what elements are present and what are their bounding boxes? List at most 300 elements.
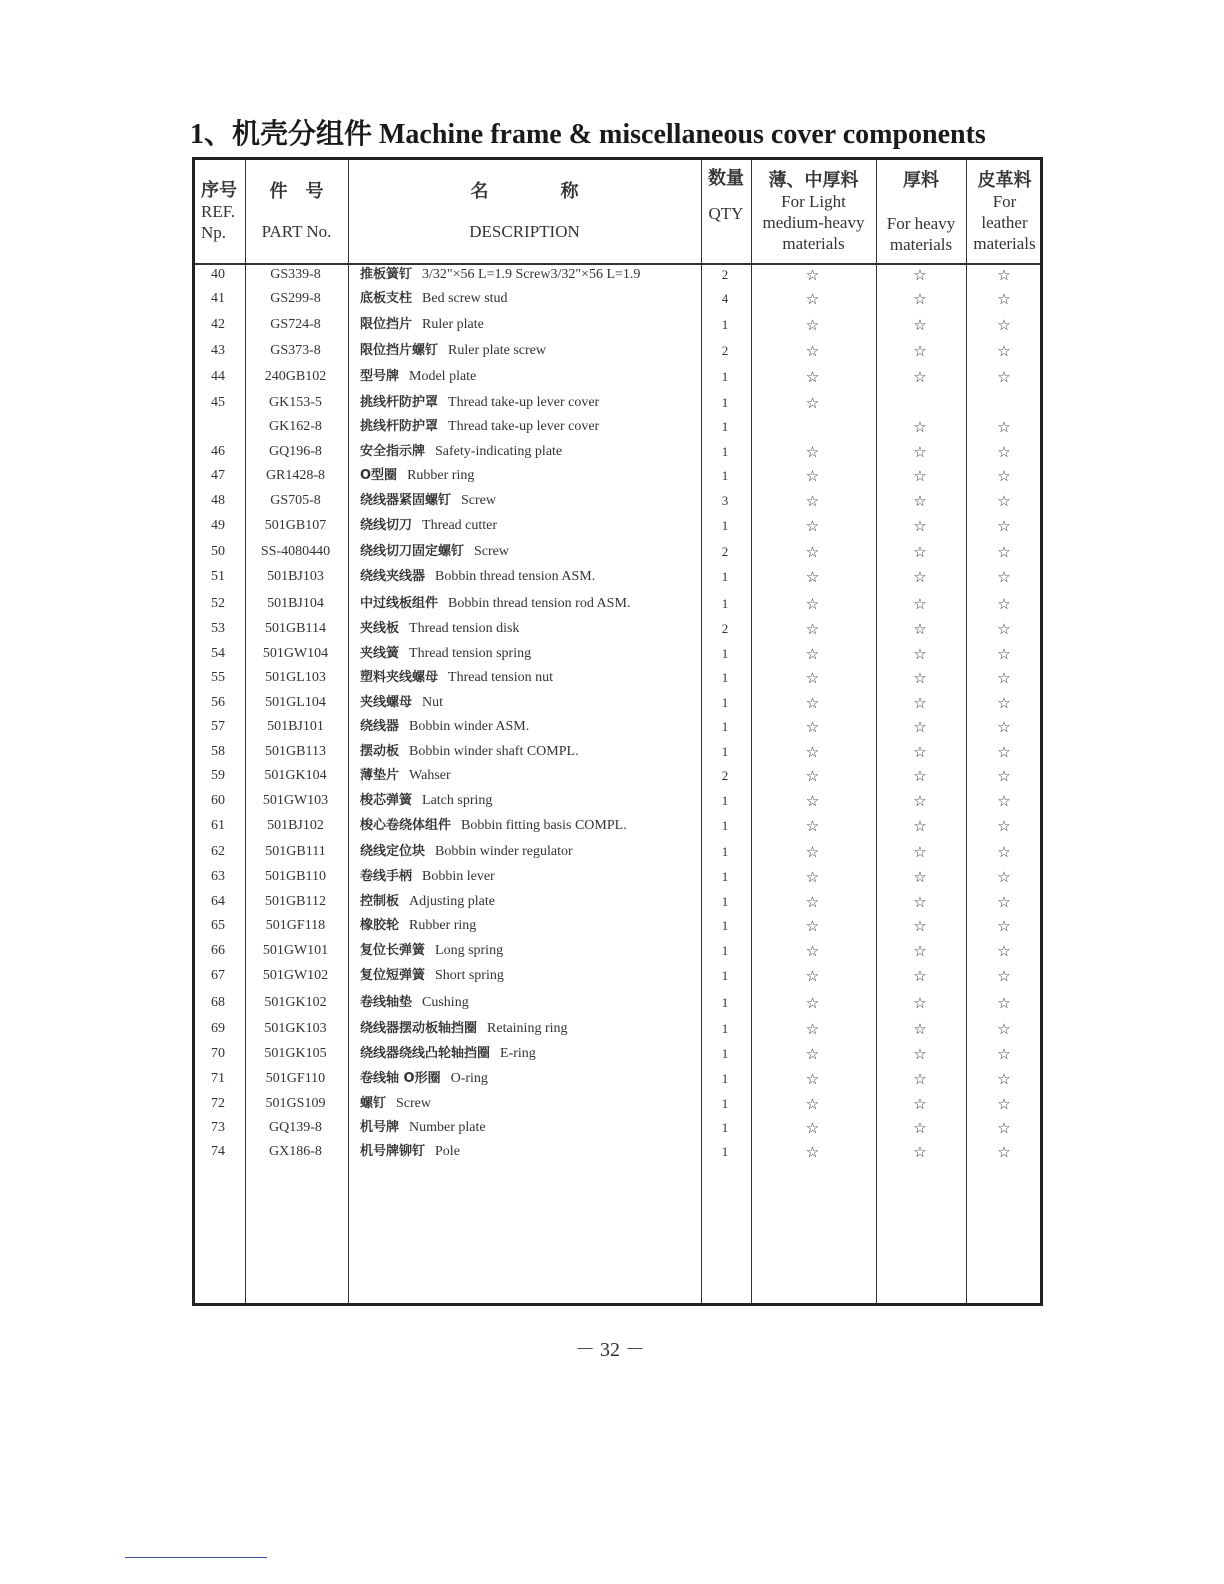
leather-material-mark: ☆ — [997, 492, 1011, 510]
qty-cell: 1 — [721, 1120, 729, 1135]
header-ref — [195, 160, 251, 263]
qty-cell: 1 — [721, 968, 729, 983]
heavy-material-mark: ☆ — [913, 543, 927, 561]
header-part-zh: 件 号 — [269, 181, 324, 203]
ref-cell: 55 — [211, 670, 225, 685]
description-zh: 推板簧钉 — [360, 267, 413, 282]
ref-cell: 45 — [211, 395, 225, 410]
ref-cell: 59 — [211, 768, 225, 783]
description-zh: 安全指示牌 — [360, 444, 426, 459]
qty-cell: 1 — [721, 468, 729, 483]
description-en: Thread tension nut — [448, 670, 553, 685]
table-row — [192, 287, 1043, 311]
description-zh: 绕线切刀固定螺钉 — [360, 544, 465, 559]
footnote-rule — [125, 1557, 267, 1558]
header-qty-en: QTY — [708, 204, 744, 223]
description-zh: 挑线杆防护罩 — [360, 395, 439, 410]
light-material-mark: ☆ — [805, 1020, 820, 1038]
part-number-cell: GS339-8 — [270, 267, 321, 282]
heavy-material-mark: ☆ — [913, 492, 927, 510]
leather-material-mark: ☆ — [997, 669, 1011, 687]
part-number-cell: 501GF110 — [265, 1071, 326, 1086]
description-zh: 机号牌 — [360, 1120, 400, 1135]
header-part — [245, 160, 348, 263]
qty-cell: 2 — [721, 343, 729, 358]
qty-cell: 2 — [721, 267, 729, 282]
heavy-material-mark: ☆ — [913, 817, 927, 835]
heavy-material-mark: ☆ — [913, 694, 927, 712]
heavy-material-mark: ☆ — [913, 368, 927, 386]
description-en: Bed screw stud — [422, 291, 508, 306]
qty-cell: 2 — [721, 768, 729, 783]
header-leather-en1: For — [992, 191, 1017, 211]
description-cell — [360, 592, 700, 616]
description-en: Bobbin lever — [422, 869, 495, 884]
description-en: Rubber ring — [409, 918, 477, 933]
table-row — [192, 914, 1043, 938]
ref-cell: 44 — [211, 369, 225, 384]
part-number-cell: 501GW103 — [262, 793, 329, 808]
light-material-mark: ☆ — [805, 868, 820, 886]
light-material-mark: ☆ — [805, 817, 820, 835]
leather-material-mark: ☆ — [997, 942, 1011, 960]
table-row — [192, 1116, 1043, 1140]
description-cell — [360, 339, 700, 363]
description-cell — [360, 789, 700, 813]
heavy-material-mark: ☆ — [913, 568, 927, 586]
description-cell — [360, 740, 700, 764]
light-material-mark: ☆ — [805, 368, 820, 386]
description-zh: 绕线器摆动板轴挡圈 — [360, 1021, 478, 1036]
description-en: Thread cutter — [422, 518, 498, 533]
ref-cell: 64 — [211, 894, 225, 909]
part-number-cell: GK162-8 — [269, 419, 322, 434]
heavy-material-mark: ☆ — [913, 917, 927, 935]
description-cell — [360, 565, 700, 589]
leather-material-mark: ☆ — [997, 443, 1011, 461]
qty-cell: 1 — [721, 395, 729, 410]
ref-cell: 67 — [211, 968, 225, 983]
description-zh: 塑料夹线螺母 — [360, 670, 439, 685]
part-number-cell: 501GK105 — [264, 1046, 327, 1061]
part-number-cell: 501BJ103 — [267, 569, 324, 584]
part-number-cell: 501GL103 — [265, 670, 326, 685]
leather-material-mark: ☆ — [997, 1143, 1011, 1161]
description-cell — [360, 415, 700, 439]
description-en: Pole — [435, 1144, 460, 1159]
light-material-mark: ☆ — [805, 543, 820, 561]
qty-cell: 1 — [721, 695, 729, 710]
description-en: Cushing — [422, 995, 469, 1010]
heavy-material-mark: ☆ — [913, 342, 927, 360]
description-cell — [360, 642, 700, 666]
heavy-material-mark: ☆ — [913, 1119, 927, 1137]
heavy-material-mark: ☆ — [913, 792, 927, 810]
heavy-material-mark: ☆ — [913, 1045, 927, 1063]
light-material-mark: ☆ — [805, 620, 820, 638]
leather-material-mark: ☆ — [997, 743, 1011, 761]
light-material-mark: ☆ — [805, 266, 820, 284]
description-cell — [360, 1140, 700, 1164]
description-zh: 中过线板组件 — [360, 596, 439, 611]
light-material-mark: ☆ — [805, 290, 820, 308]
table-row — [192, 313, 1043, 337]
light-material-mark: ☆ — [805, 1119, 820, 1137]
light-material-mark: ☆ — [805, 843, 820, 861]
part-number-cell: 501GL104 — [265, 695, 326, 710]
leather-material-mark: ☆ — [997, 620, 1011, 638]
ref-cell — [192, 415, 244, 439]
leather-material-mark: ☆ — [997, 517, 1011, 535]
description-cell — [360, 1092, 700, 1116]
table-row — [192, 489, 1043, 513]
leather-material-mark: ☆ — [997, 266, 1011, 284]
table-row — [192, 440, 1043, 464]
light-material-mark: ☆ — [805, 994, 820, 1012]
description-zh: 底板支柱 — [360, 291, 413, 306]
header-ref-en: REF. — [201, 202, 236, 221]
heavy-material-mark: ☆ — [913, 1070, 927, 1088]
part-number-cell: GX186-8 — [269, 1144, 322, 1159]
description-en: 3/32"×56 L=1.9 Screw3/32"×56 L=1.9 — [422, 267, 641, 282]
light-material-mark: ☆ — [805, 568, 820, 586]
ref-cell: 41 — [211, 291, 225, 306]
ref-cell: 46 — [211, 444, 225, 459]
header-qty — [701, 160, 751, 263]
description-en: Screw — [461, 493, 497, 508]
heavy-material-mark: ☆ — [913, 418, 927, 436]
light-material-mark: ☆ — [805, 342, 820, 360]
leather-material-mark: ☆ — [997, 1095, 1011, 1113]
description-zh: 复位短弹簧 — [360, 968, 426, 983]
description-cell — [360, 391, 700, 415]
table-row — [192, 840, 1043, 864]
header-leather-en2: leather — [981, 212, 1028, 232]
heavy-material-mark: ☆ — [913, 1020, 927, 1038]
leather-material-mark: ☆ — [997, 792, 1011, 810]
header-desc — [348, 160, 701, 263]
header-desc-zh: 名 称 — [470, 181, 579, 203]
table-row — [192, 1017, 1043, 1041]
part-number-cell: 501GW101 — [262, 943, 329, 958]
table-row — [192, 464, 1043, 488]
light-material-mark: ☆ — [805, 394, 820, 412]
table-row — [192, 1140, 1043, 1164]
ref-cell: 61 — [211, 818, 225, 833]
light-material-mark: ☆ — [805, 595, 820, 613]
header-ref-zh: 序号 — [201, 180, 237, 201]
table-row — [192, 1092, 1043, 1116]
table-row — [192, 939, 1043, 963]
description-cell — [360, 1116, 700, 1140]
table-row — [192, 514, 1043, 538]
ref-cell: 57 — [211, 719, 225, 734]
description-cell — [360, 691, 700, 715]
qty-cell: 1 — [721, 1096, 729, 1111]
description-en: Screw — [396, 1096, 432, 1111]
description-zh: 控制板 — [360, 894, 400, 909]
description-en: Nut — [422, 695, 444, 710]
heavy-material-mark: ☆ — [913, 1095, 927, 1113]
table-row — [192, 365, 1043, 389]
table-row — [192, 1042, 1043, 1066]
leather-material-mark: ☆ — [997, 917, 1011, 935]
leather-material-mark: ☆ — [997, 568, 1011, 586]
ref-cell: 54 — [211, 646, 225, 661]
qty-cell: 1 — [721, 894, 729, 909]
light-material-mark: ☆ — [805, 893, 820, 911]
description-zh: 梭芯弹簧 — [360, 793, 413, 808]
description-en: Bobbin winder regulator — [435, 844, 573, 859]
qty-cell: 1 — [721, 818, 729, 833]
description-cell — [360, 764, 700, 788]
table-row — [192, 339, 1043, 363]
leather-material-mark: ☆ — [997, 290, 1011, 308]
part-number-cell: 501GB111 — [265, 844, 326, 859]
part-number-cell: 501BJ102 — [267, 818, 324, 833]
heavy-material-mark: ☆ — [913, 967, 927, 985]
qty-cell: 1 — [721, 596, 729, 611]
header-ref-en2: Np. — [201, 223, 227, 242]
qty-cell: 4 — [721, 291, 729, 306]
leather-material-mark: ☆ — [997, 994, 1011, 1012]
leather-material-mark: ☆ — [997, 316, 1011, 334]
description-cell — [360, 865, 700, 889]
heavy-material-mark: ☆ — [913, 316, 927, 334]
table-row — [192, 415, 1043, 439]
description-en: Latch spring — [422, 793, 493, 808]
leather-material-mark: ☆ — [997, 368, 1011, 386]
description-cell — [360, 840, 700, 864]
description-en: Thread take-up lever cover — [448, 395, 600, 410]
description-zh: 绕线器紧固螺钉 — [360, 493, 452, 508]
header-part-en: PART No. — [261, 221, 332, 241]
description-zh: 型号牌 — [360, 369, 400, 384]
header-desc-en: DESCRIPTION — [469, 221, 580, 241]
table-row — [192, 814, 1043, 838]
part-number-cell: 501GB112 — [265, 894, 326, 909]
heavy-material-mark: ☆ — [913, 467, 927, 485]
leather-material-mark: ☆ — [997, 418, 1011, 436]
ref-cell: 51 — [211, 569, 225, 584]
ref-cell: 65 — [211, 918, 225, 933]
table-row — [192, 715, 1043, 739]
table-row — [192, 865, 1043, 889]
table-row — [192, 391, 1043, 415]
table-row — [192, 263, 1043, 287]
leather-material-mark: ☆ — [997, 843, 1011, 861]
qty-cell: 1 — [721, 646, 729, 661]
description-zh: 复位长弹簧 — [360, 943, 426, 958]
light-material-mark: ☆ — [805, 718, 820, 736]
description-zh: 梭心卷绕体组件 — [360, 818, 452, 833]
description-cell — [360, 715, 700, 739]
qty-cell: 2 — [721, 621, 729, 636]
heavy-material-mark: ☆ — [913, 443, 927, 461]
light-material-mark: ☆ — [805, 669, 820, 687]
heavy-material-mark: ☆ — [913, 994, 927, 1012]
description-cell — [360, 991, 700, 1015]
heavy-material-mark: ☆ — [913, 620, 927, 638]
description-en: Screw — [474, 544, 510, 559]
ref-cell: 50 — [211, 544, 225, 559]
ref-cell: 70 — [211, 1046, 225, 1061]
ref-cell: 71 — [211, 1071, 225, 1086]
header-light-en2: medium-heavy — [762, 212, 865, 232]
heavy-material-mark: ☆ — [913, 645, 927, 663]
header-leather-en3: materials — [973, 233, 1036, 253]
description-en: Bobbin winder ASM. — [409, 719, 530, 734]
heavy-material-mark: ☆ — [913, 266, 927, 284]
description-cell — [360, 263, 700, 287]
light-material-mark: ☆ — [805, 467, 820, 485]
part-number-cell: GQ139-8 — [269, 1120, 322, 1135]
description-cell — [360, 1017, 700, 1041]
description-zh: 限位挡片螺钉 — [360, 343, 439, 358]
leather-material-mark: ☆ — [997, 543, 1011, 561]
description-zh: 橡胶轮 — [360, 918, 400, 933]
part-number-cell: 501GB107 — [264, 518, 327, 533]
description-cell — [360, 514, 700, 538]
description-cell — [360, 939, 700, 963]
part-number-cell: 501GK102 — [264, 995, 327, 1010]
description-cell — [360, 540, 700, 564]
part-number-cell: SS-4080440 — [260, 544, 331, 559]
part-number-cell: 501BJ104 — [267, 596, 324, 611]
description-cell — [360, 1042, 700, 1066]
description-cell — [360, 1067, 700, 1091]
description-zh: 机号牌铆钉 — [360, 1144, 426, 1159]
qty-cell: 1 — [721, 1046, 729, 1061]
qty-cell: 1 — [721, 1021, 729, 1036]
header-leather — [966, 160, 1043, 263]
leather-material-mark: ☆ — [997, 645, 1011, 663]
description-cell — [360, 617, 700, 641]
description-en: O-ring — [450, 1071, 488, 1086]
qty-cell: 1 — [721, 518, 729, 533]
description-zh: 夹线簧 — [360, 646, 400, 661]
light-material-mark: ☆ — [805, 1095, 820, 1113]
ref-cell: 66 — [211, 943, 225, 958]
description-cell — [360, 489, 700, 513]
ref-cell: 68 — [211, 995, 225, 1010]
description-zh: 绕线切刀 — [360, 518, 413, 533]
part-number-cell: 501GB110 — [265, 869, 326, 884]
light-material-mark — [750, 415, 875, 439]
description-zh: 螺钉 — [360, 1096, 387, 1111]
ref-cell: 49 — [211, 518, 225, 533]
heavy-material-mark: ☆ — [913, 767, 927, 785]
heavy-material-mark: ☆ — [913, 669, 927, 687]
description-en: Thread take-up lever cover — [448, 419, 600, 434]
description-en: Model plate — [409, 369, 477, 384]
part-number-cell: 501BJ101 — [267, 719, 324, 734]
leather-material-mark: ☆ — [997, 595, 1011, 613]
part-number-cell: 501GS109 — [265, 1096, 326, 1111]
qty-cell: 1 — [721, 317, 729, 332]
light-material-mark: ☆ — [805, 942, 820, 960]
heavy-material-mark: ☆ — [913, 718, 927, 736]
header-light-zh: 薄、中厚料 — [768, 169, 859, 191]
description-zh: 摆动板 — [360, 744, 400, 759]
description-cell — [360, 666, 700, 690]
part-number-cell: GK153-5 — [269, 395, 322, 410]
ref-cell: 40 — [211, 267, 225, 282]
description-en: Ruler plate — [422, 317, 484, 332]
description-zh: 绕线夹线器 — [360, 569, 426, 584]
header-heavy-en1: For heavy — [886, 214, 956, 233]
table-row — [192, 789, 1043, 813]
part-number-cell: 240GB102 — [264, 369, 327, 384]
heavy-material-mark: ☆ — [913, 290, 927, 308]
qty-cell: 1 — [721, 1144, 729, 1159]
part-number-cell: 501GK104 — [264, 768, 327, 783]
ref-cell: 73 — [211, 1120, 225, 1135]
qty-cell: 1 — [721, 918, 729, 933]
ref-cell: 72 — [211, 1096, 225, 1111]
leather-material-mark: ☆ — [997, 1045, 1011, 1063]
description-cell — [360, 814, 700, 838]
heavy-material-mark: ☆ — [913, 843, 927, 861]
description-cell — [360, 464, 700, 488]
qty-cell: 1 — [721, 1071, 729, 1086]
description-en: Bobbin thread tension rod ASM. — [448, 596, 631, 611]
page-title: 1、机壳分组件 Machine frame & miscellaneous cover components — [190, 119, 986, 150]
light-material-mark: ☆ — [805, 1045, 820, 1063]
leather-material-mark: ☆ — [997, 1070, 1011, 1088]
part-number-cell: 501GK103 — [264, 1021, 327, 1036]
description-en: E-ring — [500, 1046, 536, 1061]
table-row — [192, 1067, 1043, 1091]
leather-material-mark: ☆ — [997, 817, 1011, 835]
light-material-mark: ☆ — [805, 694, 820, 712]
header-light-en3: materials — [782, 233, 845, 253]
description-zh: 绕线定位块 — [360, 844, 426, 859]
leather-material-mark: ☆ — [997, 868, 1011, 886]
description-zh: 挑线杆防护罩 — [360, 419, 439, 434]
ref-cell: 53 — [211, 621, 225, 636]
ref-cell: 74 — [211, 1144, 225, 1159]
table-row — [192, 764, 1043, 788]
description-cell — [360, 313, 700, 337]
qty-cell: 1 — [721, 995, 729, 1010]
table-row — [192, 890, 1043, 914]
heavy-material-mark: ☆ — [913, 1143, 927, 1161]
description-en: Wahser — [409, 768, 451, 783]
leather-material-mark: ☆ — [997, 694, 1011, 712]
light-material-mark: ☆ — [805, 917, 820, 935]
light-material-mark: ☆ — [805, 492, 820, 510]
light-material-mark: ☆ — [805, 792, 820, 810]
description-zh: 绕线器 — [360, 719, 400, 734]
ref-cell: 63 — [211, 869, 225, 884]
qty-cell: 1 — [721, 369, 729, 384]
ref-cell: 56 — [211, 695, 225, 710]
description-zh: O型圈 — [360, 468, 398, 483]
part-number-cell: GR1428-8 — [265, 468, 326, 483]
qty-cell: 1 — [721, 719, 729, 734]
qty-cell: 1 — [721, 569, 729, 584]
heavy-material-mark: ☆ — [913, 595, 927, 613]
description-en: Bobbin winder shaft COMPL. — [409, 744, 579, 759]
leather-material-mark: ☆ — [997, 1020, 1011, 1038]
ref-cell: 47 — [211, 468, 225, 483]
description-en: Thread tension disk — [409, 621, 520, 636]
ref-cell: 42 — [211, 317, 225, 332]
header-heavy — [876, 160, 966, 263]
qty-cell: 1 — [721, 869, 729, 884]
header-heavy-en2: materials — [889, 235, 953, 254]
